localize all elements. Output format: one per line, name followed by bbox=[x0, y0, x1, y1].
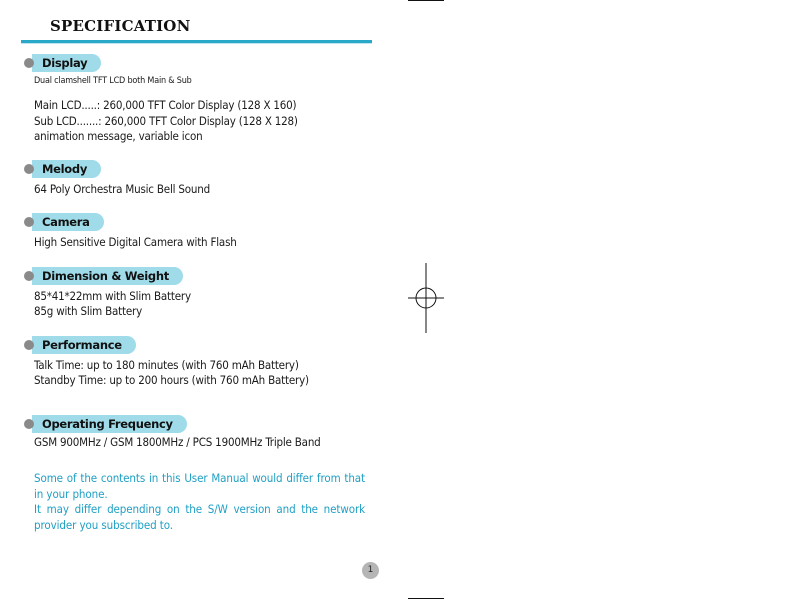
crop-mark-bottom bbox=[408, 598, 444, 599]
crop-mark-top bbox=[408, 0, 444, 1]
manual-note: It may differ depending on the S/W version and the network provider you subscribed to. bbox=[34, 502, 365, 532]
bullet-dot bbox=[24, 340, 34, 350]
page-number-badge: 1 bbox=[362, 562, 379, 579]
bullet-dot bbox=[24, 58, 34, 68]
bullet-dot bbox=[24, 271, 34, 281]
section-header-melody bbox=[24, 160, 101, 178]
section-label: Dimension & Weight bbox=[32, 267, 183, 285]
title-rule-shadow bbox=[21, 43, 372, 44]
display-line: Sub LCD.......: 260,000 TFT Color Display (128 X 128) bbox=[34, 114, 298, 128]
section-label: Melody bbox=[32, 160, 101, 178]
melody-line: 64 Poly Orchestra Music Bell Sound bbox=[34, 182, 210, 196]
display-line: animation message, variable icon bbox=[34, 129, 203, 143]
page-title: SPECIFICATION bbox=[50, 17, 191, 35]
dimension-line: 85*41*22mm with Slim Battery bbox=[34, 289, 191, 303]
performance-line: Standby Time: up to 200 hours (with 760 mAh Battery) bbox=[34, 373, 309, 387]
camera-line: High Sensitive Digital Camera with Flash bbox=[34, 235, 237, 249]
weight-line: 85g with Slim Battery bbox=[34, 304, 143, 318]
section-header-camera bbox=[24, 213, 104, 231]
bullet-dot bbox=[24, 419, 34, 429]
bullet-dot bbox=[24, 217, 34, 227]
section-label: Display bbox=[32, 54, 101, 72]
performance-line: Talk Time: up to 180 minutes (with 760 mAh Battery) bbox=[34, 358, 299, 372]
section-header-display bbox=[24, 54, 101, 72]
manual-note: Some of the contents in this User Manual would differ from that in your phone. bbox=[34, 471, 365, 501]
registration-mark-icon bbox=[408, 263, 444, 333]
bullet-dot bbox=[24, 164, 34, 174]
section-label: Camera bbox=[32, 213, 104, 231]
display-subtitle: Dual clamshell TFT LCD both Main & Sub bbox=[34, 76, 192, 86]
display-line: Main LCD.....: 260,000 TFT Color Display (128 X 160) bbox=[34, 98, 297, 112]
frequency-line: GSM 900MHz / GSM 1800MHz / PCS 1900MHz Triple Band bbox=[34, 435, 321, 449]
section-header-operating-frequency bbox=[24, 415, 187, 433]
section-header-performance bbox=[24, 336, 136, 354]
section-header-dimension-weight bbox=[24, 267, 183, 285]
section-label: Operating Frequency bbox=[32, 415, 187, 433]
section-label: Performance bbox=[32, 336, 136, 354]
